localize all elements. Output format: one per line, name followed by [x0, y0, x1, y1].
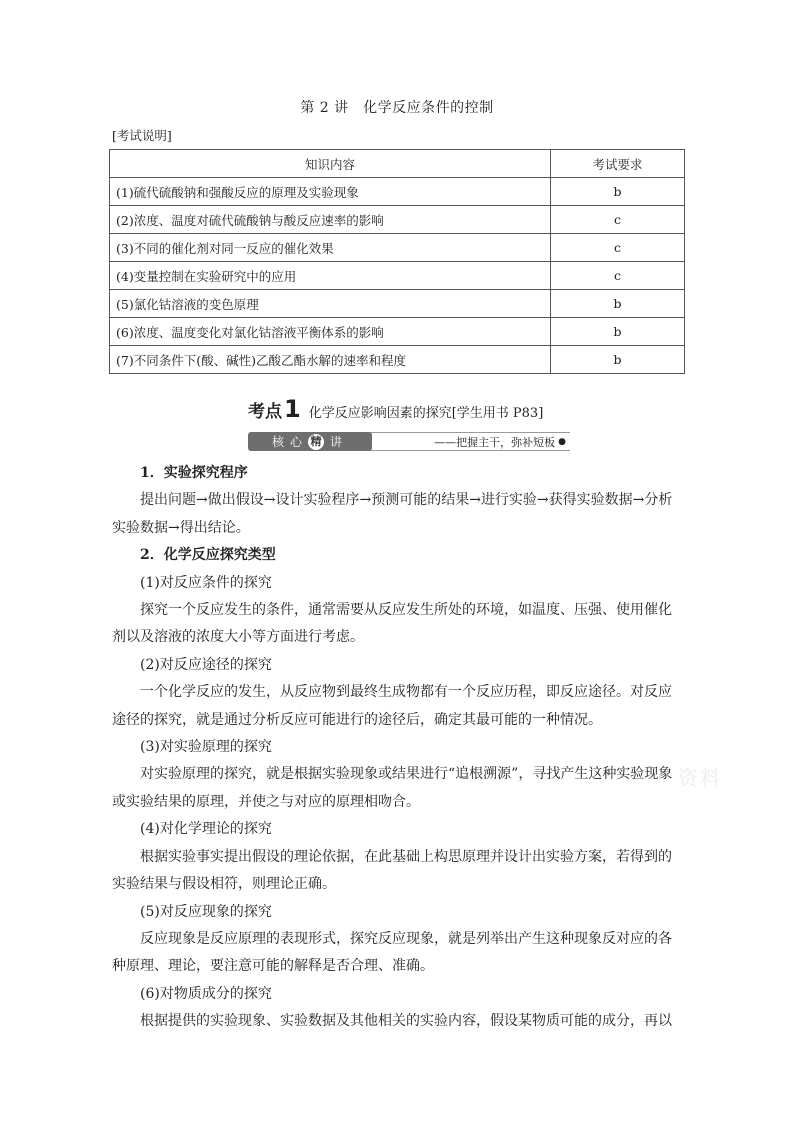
paragraph: 对实验原理的探究，就是根据实验现象或结果进行“追根溯源”，寻找产生这种实验现象或实验结果的原理，并使之与对应的原理相吻合。 — [112, 766, 673, 810]
paragraph: 提出问题→做出假设→设计实验程序→预测可能的结果→进行实验→获得实验数据→分析实验数据→得出结论。 — [112, 492, 673, 536]
kaodian-title: 化学反应影响因素的探究[学生用书 P83] — [308, 406, 544, 421]
subsection-heading: (2)对反应途径的探究 — [140, 656, 272, 673]
banner-pill — [248, 432, 372, 451]
row-level: b — [551, 178, 685, 206]
row-level: c — [551, 206, 685, 234]
bullet-dot-icon: ● — [558, 436, 566, 447]
row-content: (3)不同的催化剂对同一反应的催化效果 — [110, 234, 551, 262]
kaodian-label: 考点 — [248, 402, 282, 422]
table-row — [110, 178, 685, 206]
column-header-level: 考试要求 — [551, 150, 685, 178]
row-content: (1)硫代硫酸钠和强酸反应的原理及实验现象 — [110, 178, 551, 206]
row-level: b — [551, 346, 685, 374]
row-content: (6)浓度、温度变化对氯化钴溶液平衡体系的影响 — [110, 318, 551, 346]
watermark: 资料 — [678, 766, 722, 790]
table-row — [110, 290, 685, 318]
exam-description-label: [考试说明] — [112, 128, 172, 143]
table-row — [110, 346, 685, 374]
paragraph: 反应现象是反应原理的表现形式，探究反应现象，就是列举出产生这种现象反对应的各种原理、理论，要注意可能的解释是否合理、准确。 — [112, 930, 672, 975]
paragraph: 根据实验事实提出假设的理论依据，在此基础上构思原理并设计出实验方案，若得到的实验结果与假设相符，则理论正确。 — [112, 848, 672, 893]
kaodian-heading — [248, 395, 543, 421]
banner-subtitle-strip — [370, 432, 570, 451]
section-heading: 2．化学反应探究类型 — [140, 547, 276, 564]
row-content: (2)浓度、温度对硫代硫酸钠与酸反应速率的影响 — [110, 206, 551, 234]
table-row — [110, 262, 685, 290]
banner-subtitle: ——把握主干，弥补短板 — [434, 435, 556, 449]
exam-requirements-table — [109, 149, 685, 374]
subsection-heading: (4)对化学理论的探究 — [140, 821, 272, 838]
row-level: c — [551, 234, 685, 262]
main-body — [112, 460, 682, 1036]
banner-text-a: 核心 — [271, 435, 308, 449]
banner-text-b: 讲 — [330, 435, 349, 449]
section-heading: 1．实验探究程序 — [140, 465, 248, 481]
table-header-row — [110, 150, 685, 178]
table-row — [110, 318, 685, 346]
table-row — [110, 206, 685, 234]
subsection-heading: (5)对反应现象的探究 — [140, 903, 272, 920]
row-level: c — [551, 262, 685, 290]
lesson-title: 第 2 讲 化学反应条件的控制 — [300, 100, 494, 116]
banner-highlight-char: 精 — [308, 434, 324, 450]
subsection-heading: (6)对物质成分的探究 — [140, 985, 272, 1002]
table-row — [110, 234, 685, 262]
row-content: (4)变量控制在实验研究中的应用 — [110, 262, 551, 290]
core-lecture-banner — [248, 432, 570, 451]
row-level: b — [551, 318, 685, 346]
paragraph: 一个化学反应的发生，从反应物到最终生成物都有一个反应历程，即反应途径。对反应途径的探究，就是通过分析反应可能进行的途径后，确定其最可能的一种情况。 — [112, 684, 672, 728]
paragraph: 根据提供的实验现象、实验数据及其他相关的实验内容，假设某物质可能的成分，再以 — [140, 1013, 672, 1030]
subsection-heading: (3)对实验原理的探究 — [140, 739, 272, 756]
row-content: (5)氯化钴溶液的变色原理 — [110, 290, 551, 318]
paragraph: 探究一个反应发生的条件，通常需要从反应发生所处的环境，如温度、压强、使用催化剂以及溶液的浓度大小等方面进行考虑。 — [112, 602, 672, 646]
column-header-content: 知识内容 — [110, 150, 551, 178]
kaodian-number: 1 — [284, 395, 301, 423]
row-content: (7)不同条件下(酸、碱性)乙酸乙酯水解的速率和程度 — [110, 346, 551, 374]
subsection-heading: (1)对反应条件的探究 — [140, 574, 272, 591]
row-level: b — [551, 290, 685, 318]
